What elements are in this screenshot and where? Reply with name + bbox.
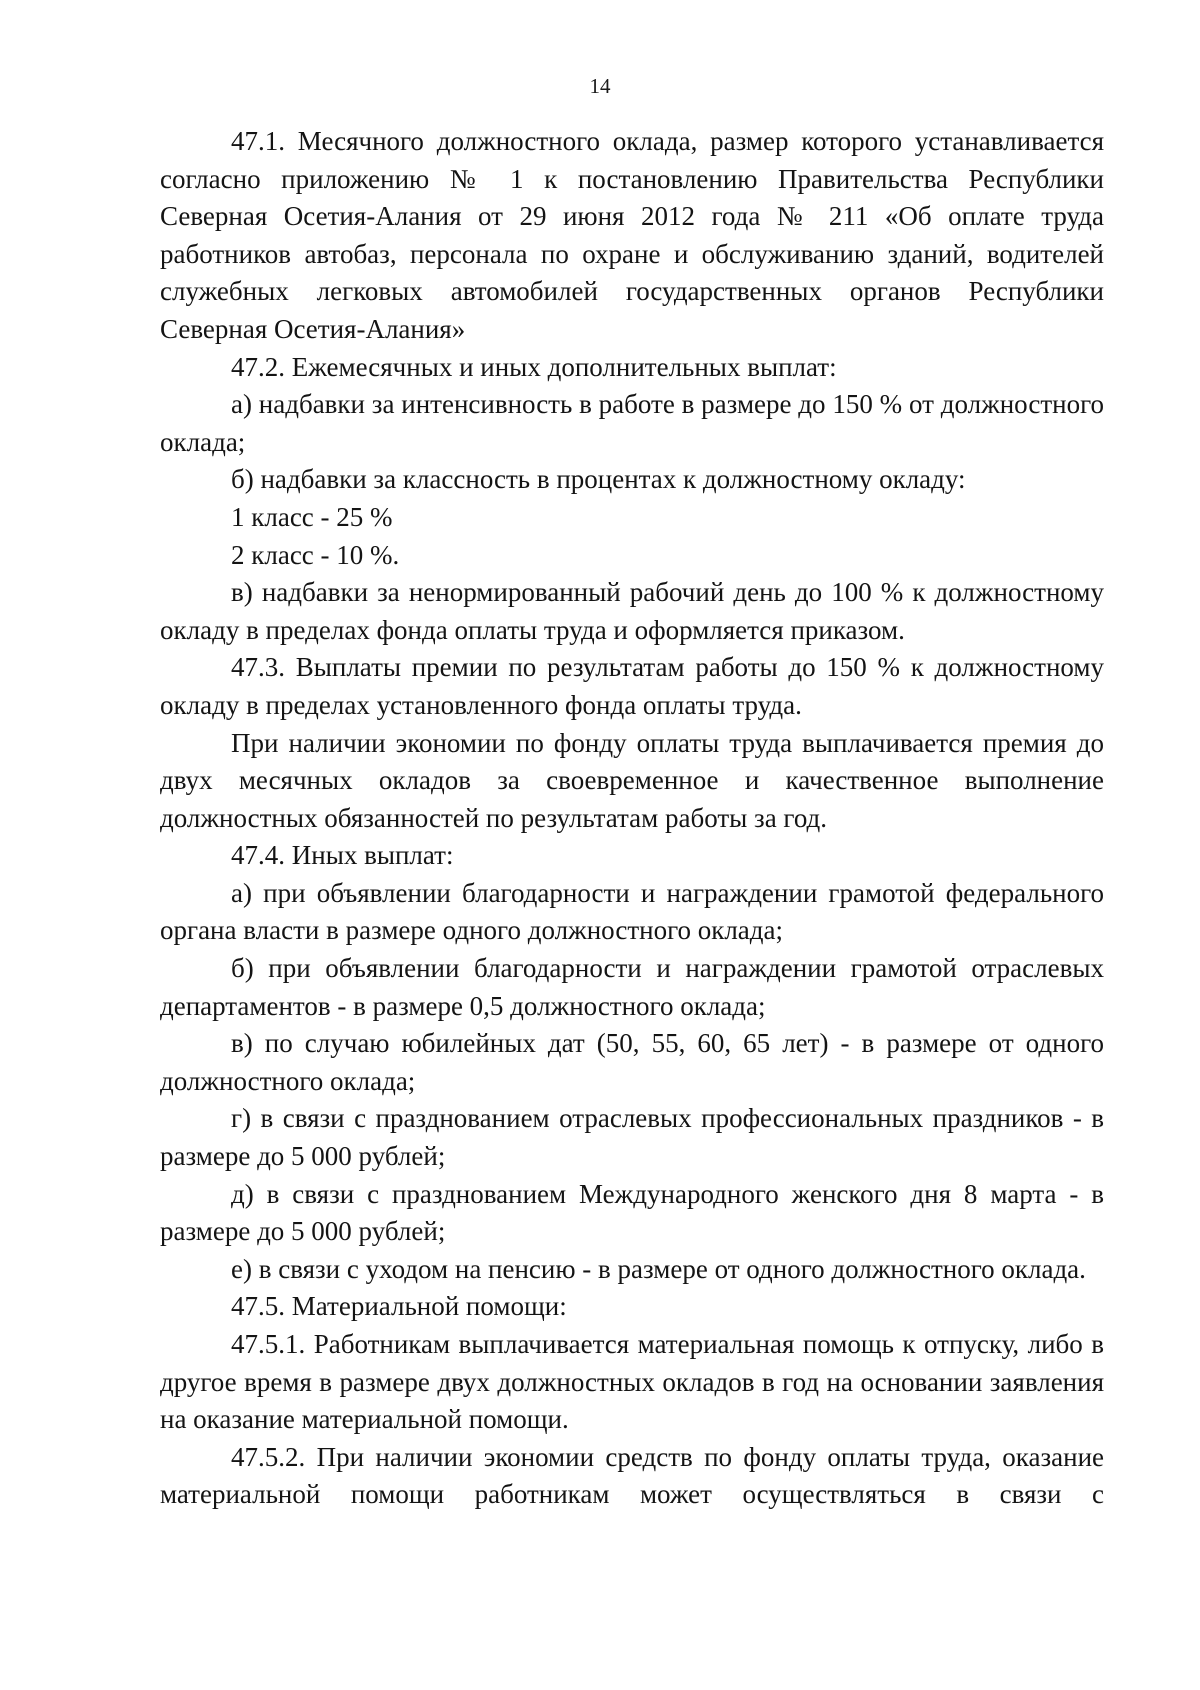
paragraph-47-2-v: в) надбавки за ненормированный рабочий день до 100 % к должностному окладу в пределах фонда оплаты труда и оформляется приказом. [160,577,1104,645]
paragraph-47-4-a: а) при объявлении благодарности и награждении грамотой федерального органа власти в размере одного должностного оклада; [160,877,1104,946]
paragraph-47-2-b: б) надбавки за классность в процентах к должностному окладу: [231,464,966,495]
paragraph-47-4-e: е) в связи с уходом на пенсию - в размере от одного должностного оклада. [231,1253,1086,1284]
paragraph-47-4-d: д) в связи с празднованием Международного женского дня 8 марта - в размере до 5 000 рублей; [160,1178,1104,1247]
paragraph-47-2: 47.2. Ежемесячных и иных дополнительных выплат: [231,351,837,382]
document-body [160,123,1104,1514]
paragraph-47-5: 47.5. Материальной помощи: [231,1291,567,1322]
paragraph-47-4-v: в) по случаю юбилейных дат (50, 55, 60, 65 лет) - в размере от одного должностного оклада; [160,1028,1104,1096]
paragraph-class-1: 1 класс - 25 % [231,501,393,532]
paragraph-47-5-1: 47.5.1. Работникам выплачивается материальная помощь к отпуску, либо в другое время в размере двух должностных окладов в год на основании заявления на оказание материальной помощи. [160,1329,1104,1435]
paragraph-class-2: 2 класс - 10 %. [231,539,400,570]
paragraph-47-5-2: 47.5.2. При наличии экономии средств по фонду оплаты труда, оказание материальной помощи работникам может осуществляться в связи с [160,1441,1104,1510]
paragraph-47-1: 47.1. Месячного должностного оклада, размер которого устанавливается согласно приложению № 1 к постановлению Правительства Республики Северная Осетия-Алания от 29 июня 2012 года № 211 «Об оплате труда работников автобаз, персонала по охране и обслуживанию зданий, водителей служебных легковых автомобилей государственных органов Республики Северная Осетия-Алания» [160,126,1104,344]
paragraph-47-4: 47.4. Иных выплат: [231,840,454,871]
paragraph-47-3: 47.3. Выплаты премии по результатам работы до 150 % к должностному окладу в пределах установленного фонда оплаты труда. [160,652,1104,720]
paragraph-47-2-a: а) надбавки за интенсивность в работе в размере до 150 % от должностного оклада; [160,389,1104,457]
paragraph-47-4-g: г) в связи с празднованием отраслевых профессиональных праздников - в размере до 5 000 рублей; [160,1103,1104,1172]
paragraph-47-3-economy: При наличии экономии по фонду оплаты труда выплачивается премия до двух месячных окладов за своевременное и качественное выполнение должностных обязанностей по результатам работы за год. [160,727,1104,833]
page-number: 14 [589,74,611,98]
paragraph-47-4-b: б) при объявлении благодарности и награждении грамотой отраслевых департаментов - в размере 0,5 должностного оклада; [160,953,1104,1021]
